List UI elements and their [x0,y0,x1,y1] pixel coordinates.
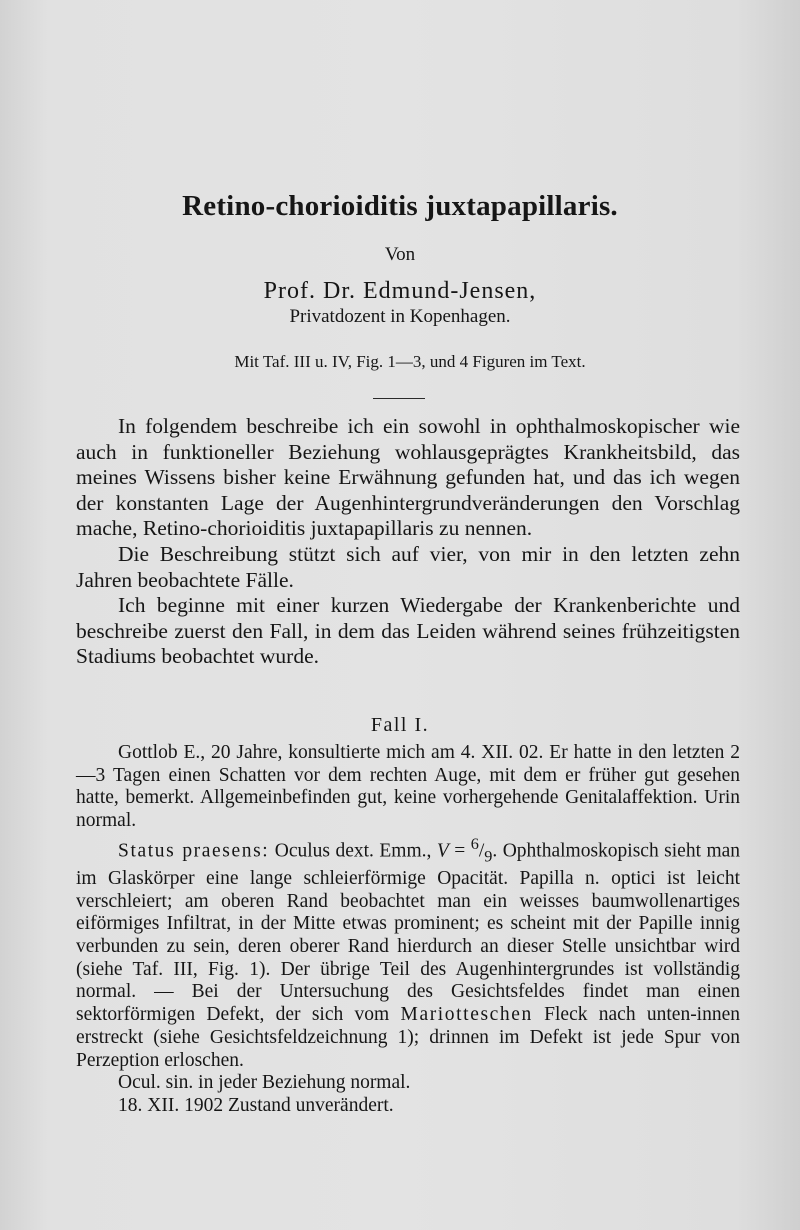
status-end: Fleck nach unten-innen erstreckt (siehe Gesichtsfeldzeichnung 1); drinnen im Defekt ist jede Spur von Perzeption erloschen. [76,1004,741,1071]
case-paragraph-1: Gottlob E., 20 Jahre, konsultierte mich am 4. XII. 02. Er hatte in den letzten 2—3 Tagen einen Schatten vor dem rechten Auge, mit dem er früher gut gesehen hatte, bemerkt. Allgemeinbefinden gut, keine vorhergehende Genitalaffektion. Urin normal. [76,742,740,832]
case-paragraph-sin: Ocul. sin. in jeder Beziehung normal. [118,1072,411,1094]
status-paragraph: Status praesens: Oculus dext. Emm., $V = ^6/_9$. Ophthalmoskopisch sieht man im Glaskörper eine lange schleierförmige Opacität. Papilla n. optici ist leicht verschleiert; am oberen Rand beobachtet man ein weisses baumwollenartiges eiförmiges Infiltrat, in der Mitte etwas prominent; es scheint mit der Papille innig verbunden zu sein, deren oberer Rand hierdurch an dieser Stelle unsichtbar wird (siehe Taf. III, Fig. 1). Der übrige Teil des Augenhintergrundes ist vollständig normal. — Bei der Untersuchung des Gesichtsfeldes findet man einen sektorförmigen Defekt, der sich vom Mariotteschen Fleck nach unten-innen erstreckt (siehe Gesichtsfeldzeichnung 1); drinnen im Defekt ist jede Spur von Perzeption erloschen. [76,834,741,1071]
author-affiliation: Privatdozent in Kopenhagen. [289,306,511,327]
visus-equals: = [454,840,466,862]
intro-paragraph-3: Ich beginne mit einer kurzen Wiedergabe der Krankenberichte und beschreibe zuerst den Fall, in dem das Leiden während seines frühzeitigsten Stadiums beobachtet wurde. [76,593,740,669]
plates-note: Mit Taf. III u. IV, Fig. 1—3, und 4 Figuren im Text. [234,352,586,371]
author-name: Prof. Dr. Edmund-Jensen, [263,278,537,304]
case-section [76,742,740,1118]
by-line: Von [384,244,416,265]
visus-denominator: 9 [484,847,493,866]
separator-rule [373,398,425,399]
status-pre: Oculus dext. Emm., [274,840,432,862]
article-title: Retino-chorioiditis juxtapapillaris. [182,190,618,222]
visus-numerator: 6 [470,834,479,853]
status-text: . Ophthalmoskopisch sieht man im Glaskörper eine lange schleierförmige Opacität. Papilla n. optici ist leicht verschleiert; am oberen Rand beobachtet man ein weisses baumwollenartiges eiförmiges Infiltrat, in der Mitte etwas prominent; es scheint mit der Papille innig verbunden zu sein, deren oberer Rand hierdurch an dieser Stelle unsichtbar wird (siehe Taf. III, Fig. 1). Der übrige Teil des Augenhintergrundes ist vollständig normal. — Bei der Untersuchung des Gesichtsfeldes findet man einen sektorförmigen Defekt, der sich vom [76,840,741,1026]
status-label: Status praesens: [118,840,270,862]
case-heading: Fall I. [370,714,430,736]
mariotte-term: Mariotteschen [400,1004,533,1026]
intro-section [76,414,740,670]
case-paragraph-date: 18. XII. 1902 Zustand unverändert. [118,1094,394,1116]
intro-paragraph-2: Die Beschreibung stützt sich auf vier, von mir in den letzten zehn Jahren beobachtete Fälle. [76,541,740,592]
intro-paragraph-1: In folgendem beschreibe ich ein sowohl in ophthalmoskopischer wie auch in funktioneller Beziehung wohlausgeprägtes Krankheitsbild, das meines Wissens bisher keine Erwähnung gefunden hat, und das ich wegen der konstanten Lage der Augenhintergrundveränderungen den Vorschlag mache, Retino-chorioiditis juxtapapillaris zu nennen. [76,414,740,541]
visus-symbol: V [436,840,449,862]
